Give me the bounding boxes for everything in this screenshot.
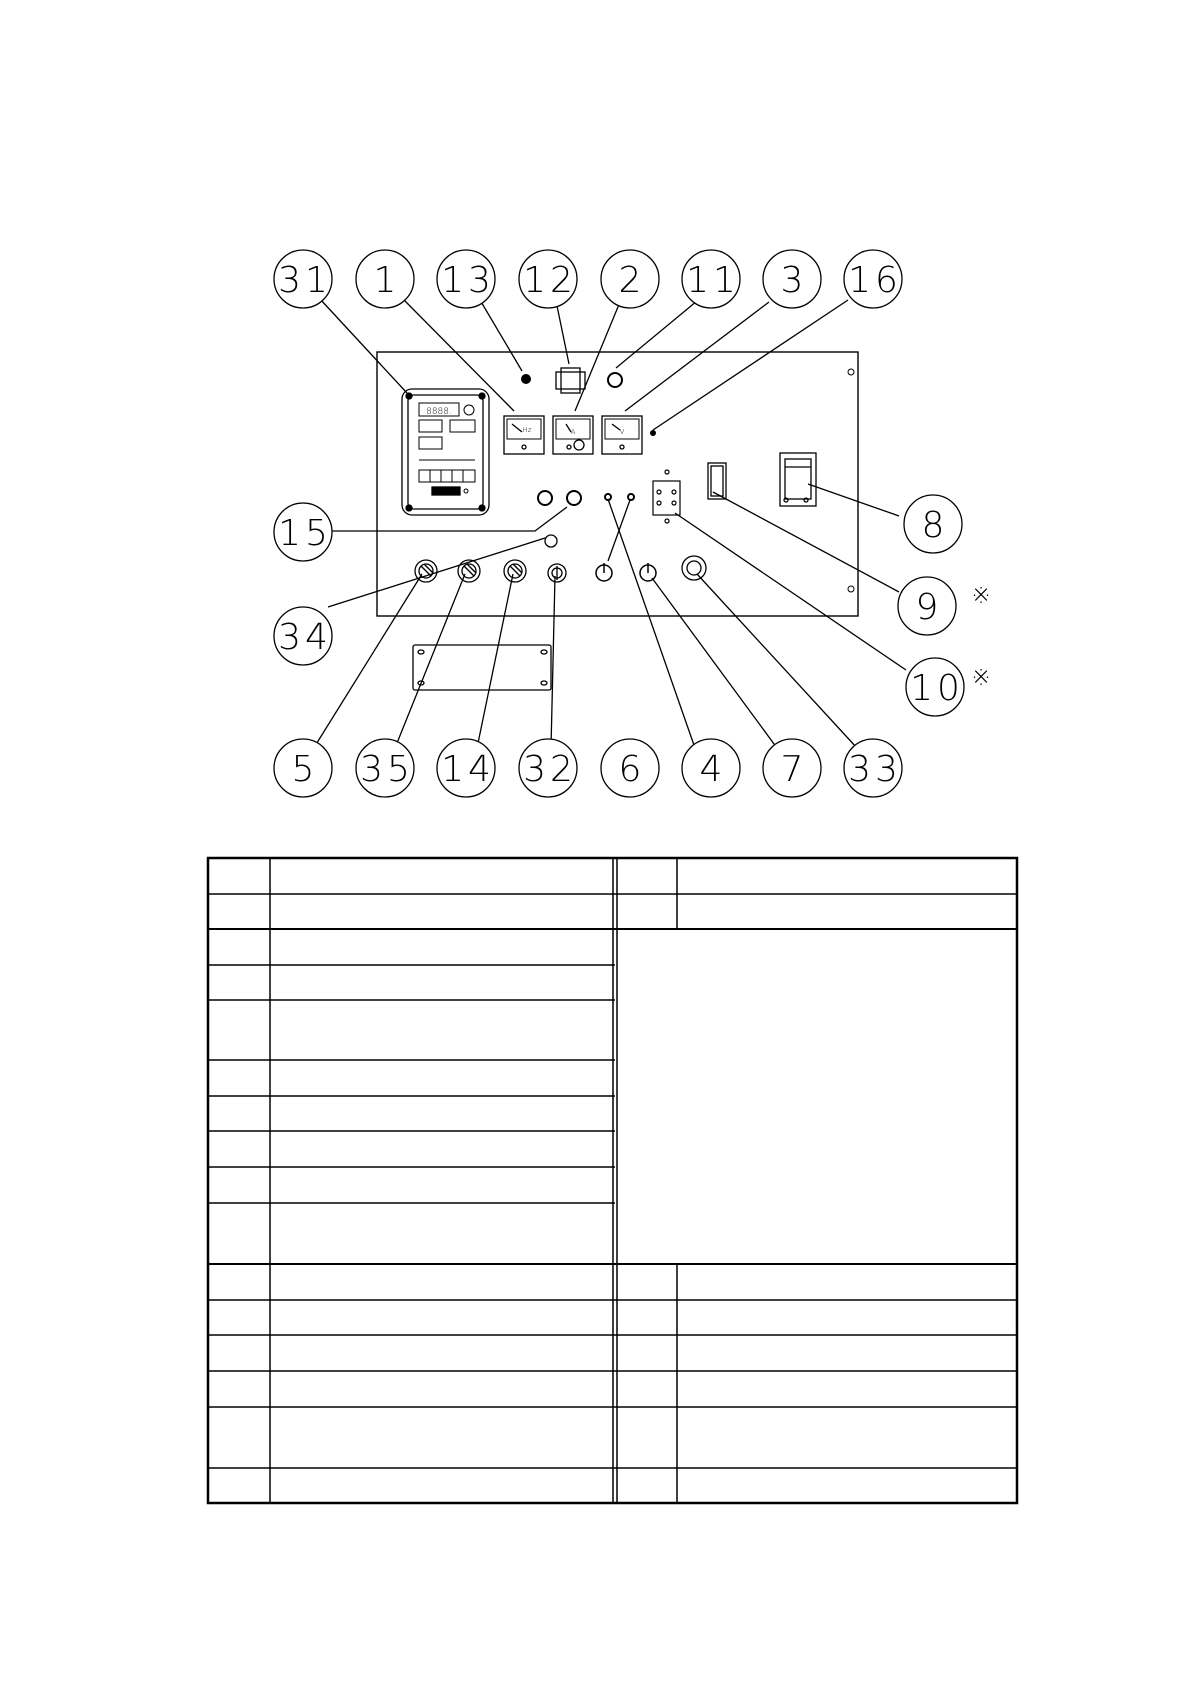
callout-label-31: 31 <box>278 260 332 301</box>
panel-outline <box>377 352 858 616</box>
leader-7 <box>652 578 777 748</box>
panel-screw-top <box>848 369 854 375</box>
lamp-15a <box>538 491 552 505</box>
leader-8 <box>808 484 899 516</box>
callout-label-1: 1 <box>373 260 401 301</box>
leader-13 <box>480 300 522 371</box>
leader-11 <box>616 301 697 368</box>
leader-33 <box>697 574 857 748</box>
callout-label-6: 6 <box>618 749 646 790</box>
callout-label-2: 2 <box>618 260 646 301</box>
controller-display-text: 8888. <box>426 407 452 417</box>
callout-label-12: 12 <box>523 260 577 301</box>
panel-screw-bottom <box>848 586 854 592</box>
fuse-holder-35 <box>458 560 480 582</box>
lamp-15b <box>567 491 581 505</box>
meter-a-label: A <box>570 428 576 436</box>
indicator-16 <box>650 430 656 436</box>
meter-v-label: V <box>619 428 625 436</box>
callout-label-32: 32 <box>523 749 577 790</box>
callout-label-3: 3 <box>780 260 808 301</box>
meter-hz <box>504 416 544 454</box>
socket-10 <box>653 470 680 523</box>
callout-label-14: 14 <box>441 749 495 790</box>
callout-label-4: 4 <box>699 749 727 790</box>
key-switch-32 <box>548 564 566 582</box>
breaker-12 <box>556 368 585 393</box>
reference-mark-10: ※ <box>970 663 992 691</box>
callout-label-8: 8 <box>921 505 949 546</box>
callout-label-5: 5 <box>291 749 319 790</box>
main-breaker-8 <box>780 453 816 506</box>
callout-label-35: 35 <box>360 749 414 790</box>
leader-lines <box>315 299 906 748</box>
leader-31 <box>320 299 407 393</box>
fuse-holder-14 <box>504 560 526 582</box>
knob-7 <box>640 563 656 581</box>
leader-15 <box>328 507 567 531</box>
indicator-4a <box>605 494 611 500</box>
callout-label-16: 16 <box>848 260 902 301</box>
knob-6 <box>596 563 612 581</box>
callout-label-10: 10 <box>910 668 964 709</box>
reference-mark-9: ※ <box>970 581 992 609</box>
leader-3 <box>625 302 769 411</box>
callout-label-11: 11 <box>686 260 740 301</box>
leader-12 <box>556 301 569 364</box>
leader-4a <box>608 499 695 748</box>
nut-34 <box>545 535 557 547</box>
callout-label-34: 34 <box>278 617 332 658</box>
lamp-11 <box>608 373 622 387</box>
callout-label-9: 9 <box>915 587 943 628</box>
fuse-holder-5 <box>415 560 437 582</box>
callout-label-33: 33 <box>848 749 902 790</box>
leader-9 <box>713 492 899 592</box>
emergency-stop-33 <box>682 556 706 580</box>
indicator-4b <box>628 494 634 500</box>
leader-10 <box>675 513 906 670</box>
leader-14 <box>477 574 513 748</box>
callout-label-7: 7 <box>780 749 808 790</box>
callout-label-15: 15 <box>278 513 332 554</box>
callout-label-13: 13 <box>441 260 495 301</box>
parts-table <box>208 858 1017 1503</box>
meter-hz-label: Hz <box>522 426 532 434</box>
leader-16 <box>653 300 848 430</box>
indicator-13 <box>521 374 531 384</box>
leader-2 <box>575 302 620 411</box>
